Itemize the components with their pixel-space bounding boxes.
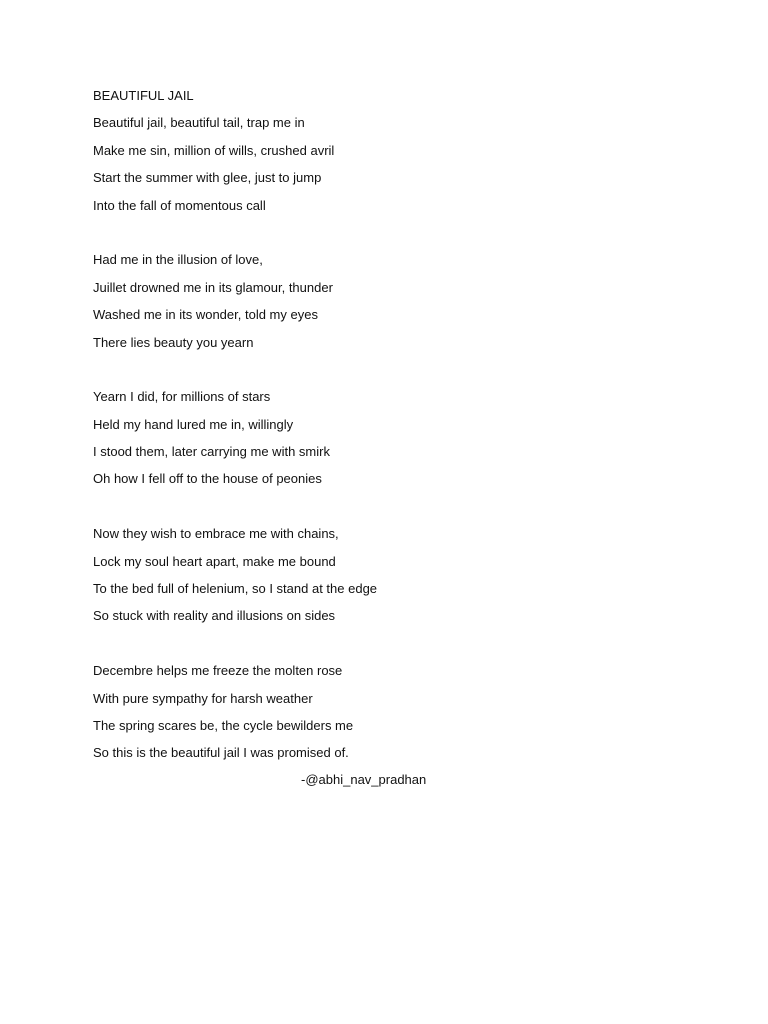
poem-line: Start the summer with glee, just to jump	[93, 170, 322, 186]
poem-line: Into the fall of momentous call	[93, 197, 266, 213]
poem-line: Decembre helps me freeze the molten rose	[93, 663, 343, 679]
author-signature: -@abhi_nav_pradhan	[301, 772, 427, 787]
stanza-gap	[93, 360, 513, 387]
poem-line: Oh how I fell off to the house of peonies	[93, 471, 322, 487]
poem-line: With pure sympathy for harsh weather	[93, 690, 313, 706]
poem-line: Make me sin, million of wills, crushed avril	[93, 142, 335, 158]
poem-line: Washed me in its wonder, told my eyes	[93, 307, 318, 323]
poem-line: I stood them, later carrying me with smirk	[93, 444, 330, 460]
stanza-1	[93, 113, 513, 223]
stanza-5	[93, 661, 513, 771]
poem-line: So stuck with reality and illusions on sides	[93, 608, 336, 624]
poem-line: Beautiful jail, beautiful tail, trap me in	[93, 115, 305, 131]
stanza-gap	[93, 497, 513, 524]
poem-line: The spring scares be, the cycle bewilders me	[93, 717, 354, 733]
poem-line: Yearn I did, for millions of stars	[93, 389, 271, 405]
stanza-2	[93, 250, 513, 360]
poem-line: Held my hand lured me in, willingly	[93, 416, 294, 432]
poem-line: To the bed full of helenium, so I stand at the edge	[93, 581, 378, 597]
poem-body	[93, 86, 513, 771]
stanza-3	[93, 387, 513, 497]
poem-line: Juillet drowned me in its glamour, thunder	[93, 279, 333, 295]
stanza-4	[93, 524, 513, 634]
poem-line: Lock my soul heart apart, make me bound	[93, 553, 336, 569]
poem-line: Now they wish to embrace me with chains,	[93, 526, 339, 542]
stanza-gap	[93, 223, 513, 250]
poem-line: There lies beauty you yearn	[93, 334, 254, 350]
poem-line: So this is the beautiful jail I was promised of.	[93, 745, 349, 761]
poem-title: BEAUTIFUL JAIL	[93, 88, 194, 103]
poem-line: Had me in the illusion of love,	[93, 252, 263, 268]
stanza-gap	[93, 634, 513, 661]
